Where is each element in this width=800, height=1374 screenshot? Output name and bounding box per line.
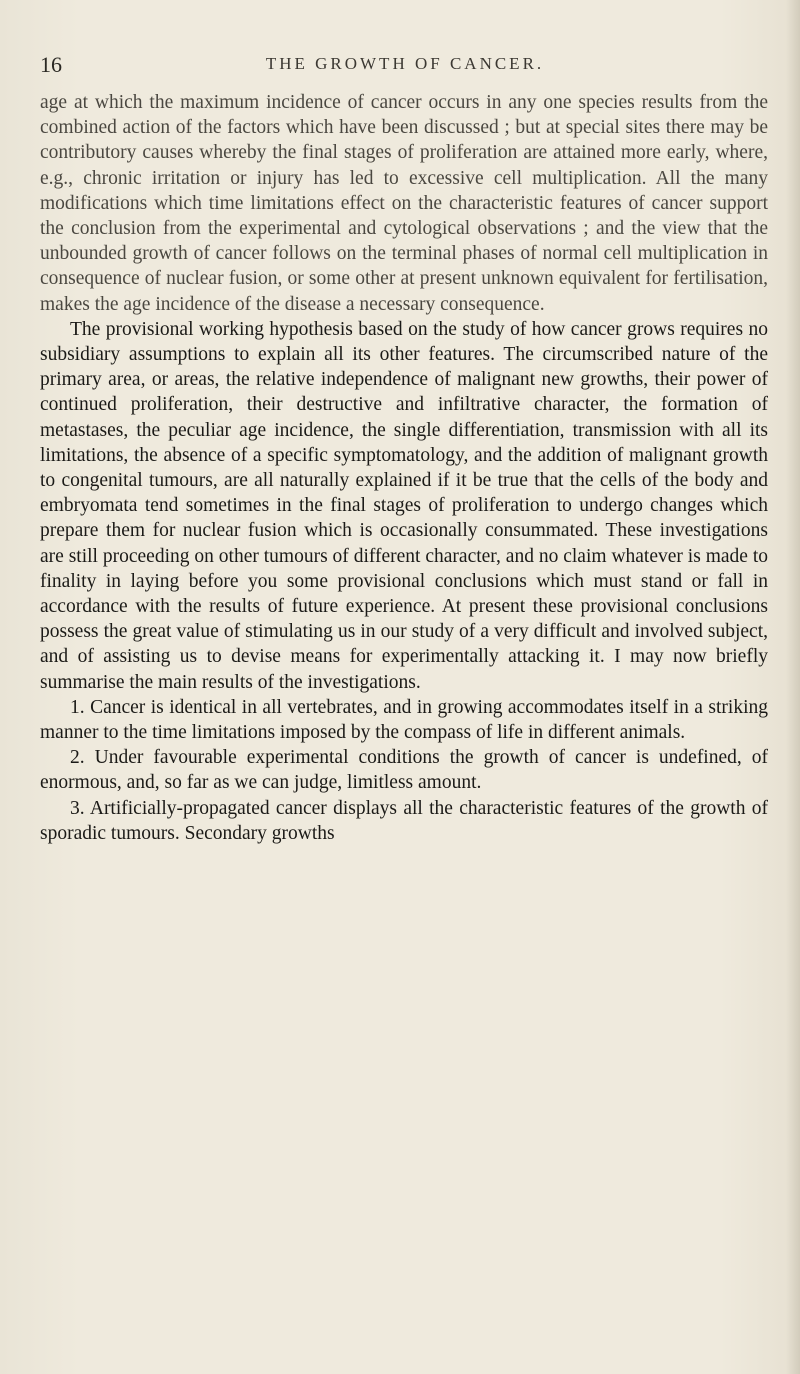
summary-item-1: 1. Cancer is identical in all vertebrates, and in growing accommodates itself in a striking manner to the time limitations imposed by the compass of life in different animals. [40,696,768,744]
body-text [40,90,768,846]
running-title: THE GROWTH OF CANCER. [265,54,545,73]
summary-item-3: 3. Artificially-propagated cancer displays all the characteristic features of the growth of sporadic tumours. Secondary growths [40,797,768,844]
paragraph-continued: age at which the maximum incidence of cancer occurs in any one species results from the combined action of the factors which have been discussed ; but at special sites there may be contributory causes whereby the final stages of proliferation are attained more early, where, e.g., chronic irritation or injury has led to excessive cell multiplication. All the many modifications which time limitations effect on the characteristic features of cancer support the conclusion from the experimental and cytological observations ; and the view that the unbounded growth of cancer follows on the terminal phases of normal cell multiplication in consequence of nuclear fusion, or some other at present unknown equivalent for fertilisation, makes the age incidence of the disease a necessary consequence. [40,92,768,315]
page-edge-shadow [786,0,800,1374]
running-head [40,52,770,82]
summary-item-2: 2. Under favourable experimental conditions the growth of cancer is undefined, of enormous, and, so far as we can judge, limitless amount. [40,747,768,794]
paragraph-hypothesis: The provisional working hypothesis based on the study of how cancer grows requires no subsidiary assumptions to explain all its other features. The circumscribed nature of the primary area, or areas, the relative independence of malignant new growths, their power of continued proliferation, their destructive and infiltrative character, the formation of metastases, the peculiar age incidence, the single differentiation, transmission with all its limitations, the absence of a specific symptomatology, and the addition of malignant growth to congenital tumours, are all naturally explained if it be true that the cells of the body and embryomata tend sometimes in the final stages of proliferation to undergo changes which prepare them for nuclear fusion which is occasionally consummated. These investigations are still proceeding on other tumours of different character, and no claim whatever is made to finality in laying before you some provisional conclusions which must stand or fall in accordance with the results of future experience. At present these provisional conclusions possess the great value of stimulating us in our study of a very difficult and involved subject, and of assisting us to devise means for experimentally attacking it. I may now briefly summarise the main results of the investigations. [40,318,768,693]
page-number: 16 [40,52,62,77]
